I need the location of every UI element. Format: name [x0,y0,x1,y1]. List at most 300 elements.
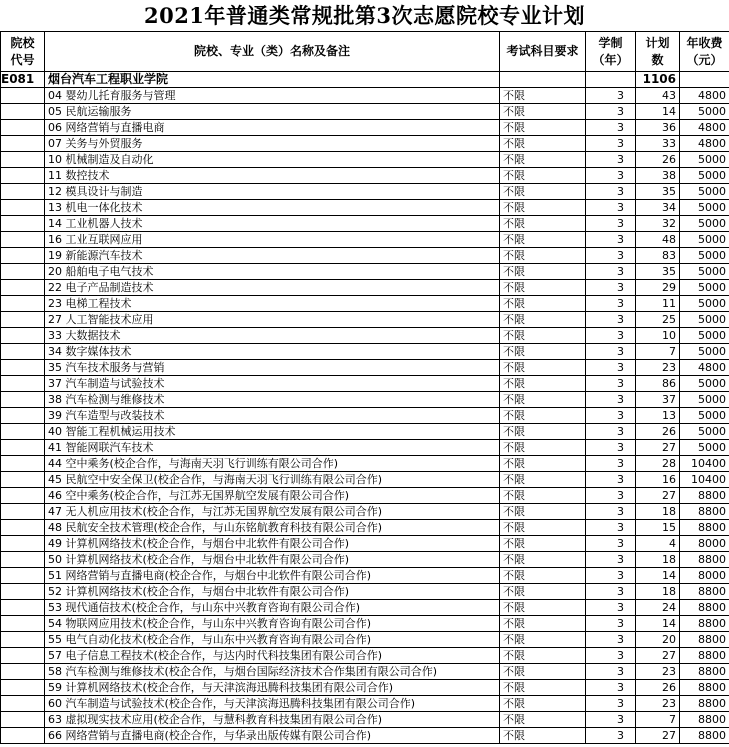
subject-requirement: 不限 [500,328,586,344]
annual-fee: 8800 [680,616,729,632]
study-years: 3 [586,328,636,344]
study-years: 3 [586,264,636,280]
row-code-cell [1,440,45,456]
plan-count: 43 [636,88,680,104]
study-years: 3 [586,216,636,232]
annual-fee: 5000 [680,376,729,392]
major-name: 46 空中乘务(校企合作，与江苏无国界航空发展有限公司合作) [45,488,500,504]
subject-requirement: 不限 [500,552,586,568]
annual-fee: 5000 [680,296,729,312]
table-row [1,296,729,312]
major-name: 34 数字媒体技术 [45,344,500,360]
plan-count: 28 [636,456,680,472]
school-row [1,72,729,88]
plan-count: 36 [636,120,680,136]
major-name: 41 智能网联汽车技术 [45,440,500,456]
subject-requirement: 不限 [500,168,586,184]
row-code-cell [1,664,45,680]
study-years: 3 [586,168,636,184]
annual-fee: 5000 [680,280,729,296]
subject-requirement: 不限 [500,600,586,616]
row-code-cell [1,120,45,136]
major-name: 22 电子产品制造技术 [45,280,500,296]
table-row [1,424,729,440]
annual-fee: 5000 [680,232,729,248]
page-title: 2021年普通类常规批第3次志愿院校专业计划 [143,3,586,28]
study-years: 3 [586,376,636,392]
annual-fee: 8800 [680,552,729,568]
table-row [1,600,729,616]
row-code-cell [1,248,45,264]
study-years: 3 [586,552,636,568]
plan-count: 38 [636,168,680,184]
row-code-cell [1,152,45,168]
plan-count: 27 [636,440,680,456]
table-row [1,680,729,696]
annual-fee: 8000 [680,568,729,584]
table-row [1,136,729,152]
study-years: 3 [586,152,636,168]
plan-count: 33 [636,136,680,152]
study-years: 3 [586,648,636,664]
row-code-cell [1,136,45,152]
subject-requirement: 不限 [500,664,586,680]
plan-count: 48 [636,232,680,248]
study-years: 3 [586,200,636,216]
plan-count: 26 [636,424,680,440]
major-name: 07 关务与外贸服务 [45,136,500,152]
table-row [1,232,729,248]
annual-fee: 5000 [680,248,729,264]
row-code-cell [1,472,45,488]
subject-requirement: 不限 [500,376,586,392]
row-code-cell [1,536,45,552]
row-code-cell [1,600,45,616]
row-code-cell [1,584,45,600]
table-row [1,408,729,424]
table-row [1,488,729,504]
row-code-cell [1,648,45,664]
row-code-cell [1,392,45,408]
study-years: 3 [586,504,636,520]
annual-fee: 5000 [680,424,729,440]
study-years: 3 [586,488,636,504]
annual-fee: 5000 [680,152,729,168]
subject-requirement: 不限 [500,184,586,200]
plan-count: 4 [636,536,680,552]
annual-fee: 8800 [680,632,729,648]
school-subject-cell [500,72,586,88]
annual-fee: 5000 [680,104,729,120]
annual-fee: 8800 [680,584,729,600]
annual-fee: 4800 [680,120,729,136]
header-fee [680,32,729,72]
subject-requirement: 不限 [500,696,586,712]
table-row [1,216,729,232]
row-code-cell [1,424,45,440]
subject-requirement: 不限 [500,472,586,488]
table-row [1,264,729,280]
major-name: 66 网络营销与直播电商(校企合作，与华录出版传媒有限公司合作) [45,728,500,744]
header-name-label: 院校、专业（类）名称及备注 [193,44,350,58]
major-name: 40 智能工程机械运用技术 [45,424,500,440]
subject-requirement: 不限 [500,728,586,744]
subject-requirement: 不限 [500,456,586,472]
annual-fee: 5000 [680,168,729,184]
major-name: 49 计算机网络技术(校企合作，与烟台中北软件有限公司合作) [45,536,500,552]
annual-fee: 5000 [680,264,729,280]
header-code-label: 院校 代号 [10,35,35,67]
plan-count: 23 [636,664,680,680]
major-name: 35 汽车技术服务与营销 [45,360,500,376]
study-years: 3 [586,632,636,648]
plan-count: 29 [636,280,680,296]
table-row [1,552,729,568]
header-subject [500,32,586,72]
subject-requirement: 不限 [500,568,586,584]
major-name: 52 计算机网络技术(校企合作，与烟台中北软件有限公司合作) [45,584,500,600]
annual-fee: 10400 [680,456,729,472]
major-name: 16 工业互联网应用 [45,232,500,248]
table-row [1,584,729,600]
study-years: 3 [586,120,636,136]
subject-requirement: 不限 [500,200,586,216]
table-row [1,360,729,376]
plan-count: 10 [636,328,680,344]
study-years: 3 [586,296,636,312]
major-name: 58 汽车检测与维修技术(校企合作，与烟台国际经济技术合作集团有限公司合作) [45,664,500,680]
row-code-cell [1,88,45,104]
table-row [1,568,729,584]
row-code-cell [1,280,45,296]
row-code-cell [1,456,45,472]
study-years: 3 [586,600,636,616]
major-name: 50 计算机网络技术(校企合作，与烟台中北软件有限公司合作) [45,552,500,568]
major-name: 48 民航安全技术管理(校企合作，与山东铭航教育科技有限公司合作) [45,520,500,536]
row-code-cell [1,360,45,376]
subject-requirement: 不限 [500,424,586,440]
study-years: 3 [586,184,636,200]
plan-count: 20 [636,632,680,648]
header-years-label: 学制 （年） [592,35,629,67]
annual-fee: 8800 [680,696,729,712]
table-row [1,280,729,296]
table-row [1,120,729,136]
plan-count: 27 [636,728,680,744]
subject-requirement: 不限 [500,616,586,632]
major-name: 38 汽车检测与维修技术 [45,392,500,408]
plan-count: 14 [636,104,680,120]
subject-requirement: 不限 [500,280,586,296]
major-name: 04 婴幼儿托育服务与管理 [45,88,500,104]
study-years: 3 [586,232,636,248]
annual-fee: 5000 [680,200,729,216]
annual-fee: 8800 [680,520,729,536]
plan-count: 7 [636,344,680,360]
table-row [1,712,729,728]
header-fee-label: 年收费 （元） [686,35,723,67]
study-years: 3 [586,360,636,376]
study-years: 3 [586,584,636,600]
study-years: 3 [586,520,636,536]
annual-fee: 8800 [680,664,729,680]
study-years: 3 [586,424,636,440]
table-row [1,344,729,360]
annual-fee: 8800 [680,648,729,664]
annual-fee: 5000 [680,216,729,232]
subject-requirement: 不限 [500,152,586,168]
plan-count: 13 [636,408,680,424]
row-code-cell [1,344,45,360]
plan-count: 86 [636,376,680,392]
table-row [1,328,729,344]
row-code-cell [1,616,45,632]
study-years: 3 [586,136,636,152]
study-years: 3 [586,104,636,120]
plan-count: 26 [636,680,680,696]
row-code-cell [1,696,45,712]
study-years: 3 [586,344,636,360]
row-code-cell [1,232,45,248]
study-years: 3 [586,248,636,264]
table-row [1,104,729,120]
table-row [1,312,729,328]
major-name: 39 汽车造型与改装技术 [45,408,500,424]
study-years: 3 [586,440,636,456]
table-row [1,88,729,104]
table-row [1,440,729,456]
subject-requirement: 不限 [500,120,586,136]
annual-fee: 8800 [680,712,729,728]
major-name: 53 现代通信技术(校企合作，与山东中兴教育咨询有限公司合作) [45,600,500,616]
row-code-cell [1,168,45,184]
row-code-cell [1,312,45,328]
school-fee-cell [680,72,729,88]
subject-requirement: 不限 [500,216,586,232]
study-years: 3 [586,312,636,328]
annual-fee: 5000 [680,408,729,424]
subject-requirement: 不限 [500,232,586,248]
annual-fee: 5000 [680,328,729,344]
plan-count: 27 [636,648,680,664]
major-name: 12 模具设计与制造 [45,184,500,200]
plan-count: 32 [636,216,680,232]
plan-count: 83 [636,248,680,264]
plan-count: 23 [636,696,680,712]
subject-requirement: 不限 [500,632,586,648]
header-subject-label: 考试科目要求 [506,44,579,58]
study-years: 3 [586,728,636,744]
subject-requirement: 不限 [500,712,586,728]
row-code-cell [1,488,45,504]
major-name: 14 工业机器人技术 [45,216,500,232]
annual-fee: 10400 [680,472,729,488]
annual-fee: 5000 [680,344,729,360]
table-row [1,520,729,536]
school-name: 烟台汽车工程职业学院 [45,72,500,88]
study-years: 3 [586,664,636,680]
subject-requirement: 不限 [500,88,586,104]
annual-fee: 5000 [680,440,729,456]
major-name: 33 大数据技术 [45,328,500,344]
major-name: 06 网络营销与直播电商 [45,120,500,136]
subject-requirement: 不限 [500,488,586,504]
subject-requirement: 不限 [500,440,586,456]
plan-count: 35 [636,184,680,200]
table-row [1,696,729,712]
annual-fee: 8800 [680,728,729,744]
subject-requirement: 不限 [500,504,586,520]
major-name: 51 网络营销与直播电商(校企合作，与烟台中北软件有限公司合作) [45,568,500,584]
table-row [1,248,729,264]
school-code: E081 [1,72,45,88]
plan-count: 34 [636,200,680,216]
row-code-cell [1,552,45,568]
plan-count: 27 [636,488,680,504]
row-code-cell [1,632,45,648]
study-years: 3 [586,408,636,424]
table-row [1,376,729,392]
major-name: 47 无人机应用技术(校企合作，与江苏无国界航空发展有限公司合作) [45,504,500,520]
annual-fee: 8800 [680,680,729,696]
major-name: 10 机械制造及自动化 [45,152,500,168]
study-years: 3 [586,680,636,696]
study-years: 3 [586,536,636,552]
row-code-cell [1,216,45,232]
table-row [1,200,729,216]
annual-fee: 8800 [680,600,729,616]
table-row [1,152,729,168]
major-name: 37 汽车制造与试验技术 [45,376,500,392]
header-code [1,32,45,72]
plan-count: 25 [636,312,680,328]
plan-count: 16 [636,472,680,488]
table-row [1,504,729,520]
table-row [1,168,729,184]
row-code-cell [1,184,45,200]
major-name: 60 汽车制造与试验技术(校企合作，与天津滨海迅腾科技集团有限公司合作) [45,696,500,712]
subject-requirement: 不限 [500,360,586,376]
table-row [1,632,729,648]
plan-count: 26 [636,152,680,168]
table-row [1,392,729,408]
plan-count: 15 [636,520,680,536]
major-name: 13 机电一体化技术 [45,200,500,216]
plan-count: 37 [636,392,680,408]
table-row [1,616,729,632]
row-code-cell [1,680,45,696]
row-code-cell [1,328,45,344]
plan-count: 18 [636,504,680,520]
table-row [1,648,729,664]
plan-count: 14 [636,616,680,632]
annual-fee: 5000 [680,312,729,328]
subject-requirement: 不限 [500,584,586,600]
study-years: 3 [586,712,636,728]
major-name: 27 人工智能技术应用 [45,312,500,328]
major-name: 11 数控技术 [45,168,500,184]
study-years: 3 [586,472,636,488]
table-row [1,664,729,680]
study-years: 3 [586,568,636,584]
subject-requirement: 不限 [500,248,586,264]
major-name: 45 民航空中安全保卫(校企合作，与海南天羽飞行训练有限公司合作) [45,472,500,488]
major-name: 23 电梯工程技术 [45,296,500,312]
subject-requirement: 不限 [500,296,586,312]
plan-table [0,31,729,744]
subject-requirement: 不限 [500,104,586,120]
plan-count: 24 [636,600,680,616]
subject-requirement: 不限 [500,680,586,696]
header-years [586,32,636,72]
table-row [1,728,729,744]
row-code-cell [1,296,45,312]
plan-count: 14 [636,568,680,584]
annual-fee: 8800 [680,504,729,520]
table-row [1,536,729,552]
plan-count: 11 [636,296,680,312]
plan-count: 18 [636,552,680,568]
header-plan [636,32,680,72]
subject-requirement: 不限 [500,520,586,536]
table-row [1,472,729,488]
row-code-cell [1,568,45,584]
annual-fee: 5000 [680,184,729,200]
plan-count: 18 [636,584,680,600]
header-name [45,32,500,72]
row-code-cell [1,408,45,424]
major-name: 55 电气自动化技术(校企合作，与山东中兴教育咨询有限公司合作) [45,632,500,648]
table-header-row [1,32,729,72]
school-plan: 1106 [636,72,680,88]
header-plan-label: 计划 数 [645,35,670,67]
subject-requirement: 不限 [500,392,586,408]
annual-fee: 4800 [680,360,729,376]
row-code-cell [1,376,45,392]
major-name: 20 船舶电子电气技术 [45,264,500,280]
study-years: 3 [586,88,636,104]
subject-requirement: 不限 [500,536,586,552]
row-code-cell [1,264,45,280]
major-name: 63 虚拟现实技术应用(校企合作，与慧科教育科技集团有限公司合作) [45,712,500,728]
school-years-cell [586,72,636,88]
row-code-cell [1,520,45,536]
major-name: 19 新能源汽车技术 [45,248,500,264]
subject-requirement: 不限 [500,312,586,328]
subject-requirement: 不限 [500,136,586,152]
subject-requirement: 不限 [500,344,586,360]
row-code-cell [1,712,45,728]
row-code-cell [1,728,45,744]
row-code-cell [1,504,45,520]
table-row [1,456,729,472]
study-years: 3 [586,392,636,408]
study-years: 3 [586,616,636,632]
study-years: 3 [586,280,636,296]
subject-requirement: 不限 [500,648,586,664]
study-years: 3 [586,696,636,712]
annual-fee: 4800 [680,136,729,152]
row-code-cell [1,200,45,216]
major-name: 57 电子信息工程技术(校企合作，与达内时代科技集团有限公司合作) [45,648,500,664]
plan-count: 7 [636,712,680,728]
annual-fee: 8800 [680,488,729,504]
annual-fee: 5000 [680,392,729,408]
annual-fee: 4800 [680,88,729,104]
table-row [1,184,729,200]
subject-requirement: 不限 [500,408,586,424]
row-code-cell [1,104,45,120]
